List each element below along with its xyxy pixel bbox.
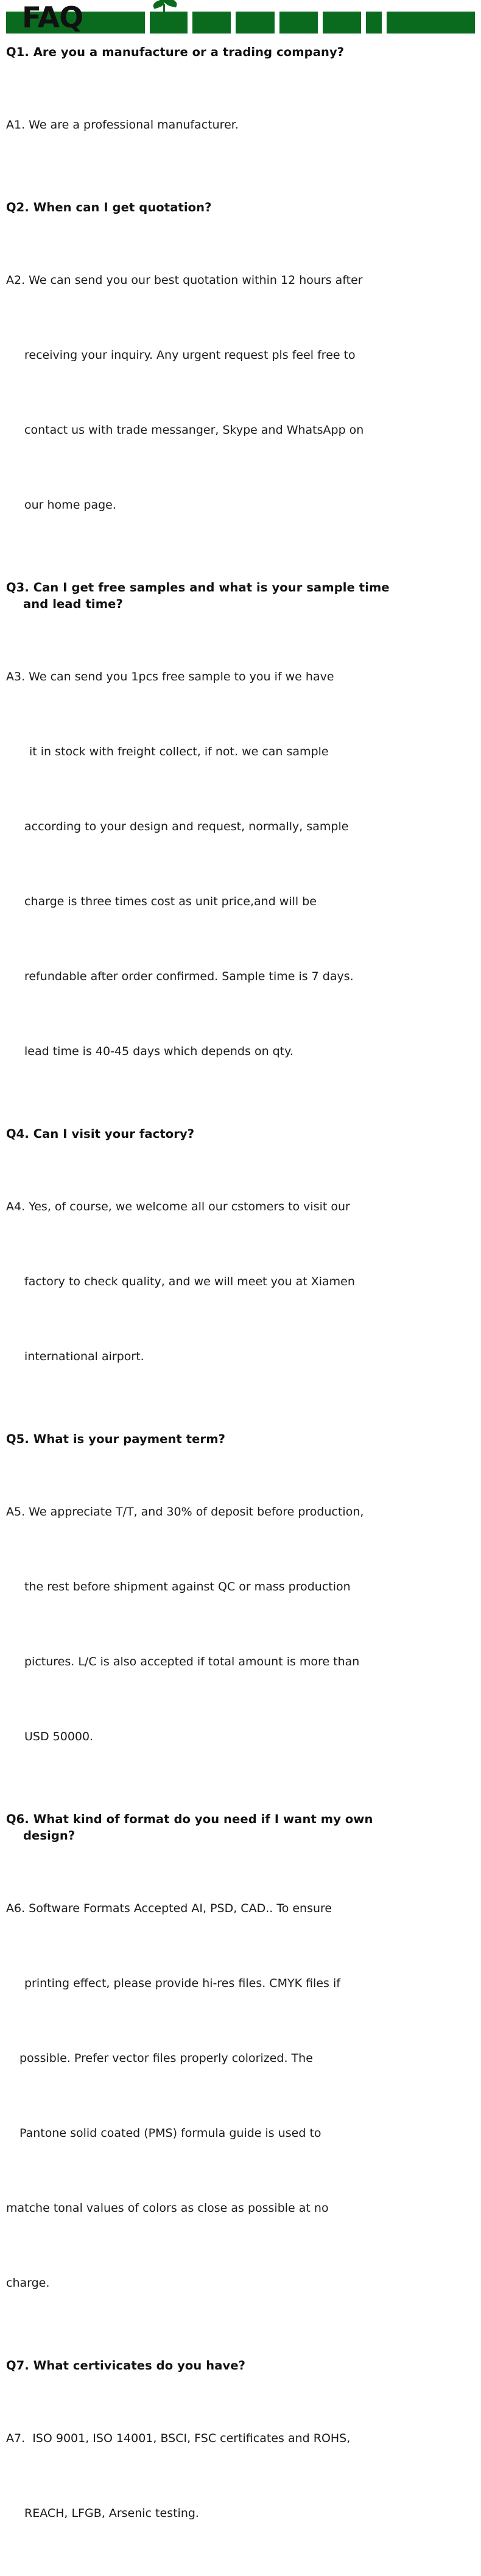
faq-answer-line: USD 50000. bbox=[24, 1730, 94, 1743]
faq-item bbox=[6, 2357, 475, 2576]
faq-answer-line: Pantone solid coated (PMS) formula guide is used to bbox=[19, 2126, 321, 2140]
faq-answer bbox=[6, 615, 475, 1114]
bamboo-segment bbox=[323, 12, 361, 34]
faq-question: Q4. Can I visit your factory? bbox=[6, 1127, 195, 1141]
faq-answer-line: REACH, LFGB, Arsenic testing. bbox=[24, 2507, 199, 2520]
faq-content bbox=[0, 44, 481, 2576]
bamboo-segment bbox=[192, 12, 231, 34]
faq-item bbox=[6, 199, 475, 568]
faq-answer bbox=[6, 2376, 475, 2576]
faq-answer-line: printing effect, please provide hi-res files. CMYK files if bbox=[24, 1977, 340, 1990]
faq-item bbox=[6, 1431, 475, 1799]
faq-answer-line: A5. We appreciate T/T, and 30% of deposit before production, bbox=[6, 1505, 364, 1519]
faq-answer-line: factory to check quality, and we will meet you at Xiamen bbox=[24, 1275, 355, 1288]
faq-answer-line: receiving your inquiry. Any urgent request pls feel free to bbox=[24, 348, 356, 362]
faq-question: Q7. What certivicates do you have? bbox=[6, 2359, 246, 2373]
faq-answer-line: matche tonal values of colors as close as possible at no bbox=[6, 2201, 329, 2215]
faq-answer-line: lead time is 40-45 days which depends on qty. bbox=[24, 1045, 293, 1058]
faq-answer-line: it in stock with freight collect, if not. we can sample bbox=[29, 745, 329, 758]
faq-item bbox=[6, 44, 475, 188]
page-title: FAQ bbox=[22, 1, 83, 35]
faq-answer-line: A4. Yes, of course, we welcome all our cstomers to visit our bbox=[6, 1200, 350, 1213]
faq-answer-line: A3. We can send you 1pcs free sample to you if we have bbox=[6, 670, 334, 683]
faq-answer-line: A7. ISO 9001, ISO 14001, BSCI, FSC certificates and ROHS, bbox=[6, 2432, 351, 2445]
faq-answer-line: charge. bbox=[6, 2276, 50, 2290]
bamboo-leaf-icon bbox=[163, 0, 178, 7]
faq-question bbox=[6, 579, 475, 612]
faq-answer-line: possible. Prefer vector files properly colorized. The bbox=[19, 2052, 313, 2065]
faq-question-line: Q3. Can I get free samples and what is your sample time bbox=[6, 580, 390, 595]
bamboo-leaf-stem-icon bbox=[163, 4, 165, 14]
faq-answer-line: A1. We are a professional manufacturer. bbox=[6, 118, 239, 132]
faq-answer bbox=[6, 63, 475, 188]
faq-item bbox=[6, 1126, 475, 1419]
faq-question: Q1. Are you a manufacture or a trading company? bbox=[6, 45, 345, 59]
bamboo-segment bbox=[387, 12, 475, 34]
faq-answer-line: the rest before shipment against QC or mass production bbox=[24, 1580, 351, 1593]
faq-item bbox=[6, 1811, 475, 2346]
faq-answer bbox=[6, 1846, 475, 2346]
bamboo-segment bbox=[236, 12, 275, 34]
faq-question bbox=[6, 1811, 475, 1844]
faq-answer-line: pictures. L/C is also accepted if total amount is more than bbox=[24, 1655, 360, 1668]
faq-header-banner bbox=[0, 0, 481, 44]
faq-answer-line: A2. We can send you our best quotation within 12 hours after bbox=[6, 273, 363, 287]
bamboo-segment bbox=[366, 12, 382, 34]
bamboo-segment bbox=[279, 12, 318, 34]
faq-answer-line: refundable after order confirmed. Sample time is 7 days. bbox=[24, 970, 354, 983]
faq-answer bbox=[6, 1145, 475, 1419]
bamboo-segment bbox=[150, 12, 188, 34]
faq-question: Q2. When can I get quotation? bbox=[6, 200, 212, 214]
faq-answer-line: charge is three times cost as unit price,and will be bbox=[24, 895, 317, 908]
faq-answer bbox=[6, 1450, 475, 1799]
faq-answer-line: A6. Software Formats Accepted AI, PSD, CAD.. To ensure bbox=[6, 1902, 332, 1915]
faq-item bbox=[6, 579, 475, 1114]
faq-question-line: Q6. What kind of format do you need if I want my own bbox=[6, 1812, 373, 1826]
faq-question-line: design? bbox=[23, 1829, 75, 1843]
faq-answer bbox=[6, 218, 475, 568]
faq-question-line: and lead time? bbox=[23, 597, 123, 611]
faq-question: Q5. What is your payment term? bbox=[6, 1432, 226, 1446]
faq-answer-line: international airport. bbox=[24, 1350, 144, 1363]
faq-answer-line: contact us with trade messanger, Skype and WhatsApp on bbox=[24, 423, 364, 437]
faq-answer-line: according to your design and request, normally, sample bbox=[24, 820, 349, 833]
faq-answer-line: our home page. bbox=[24, 498, 116, 512]
